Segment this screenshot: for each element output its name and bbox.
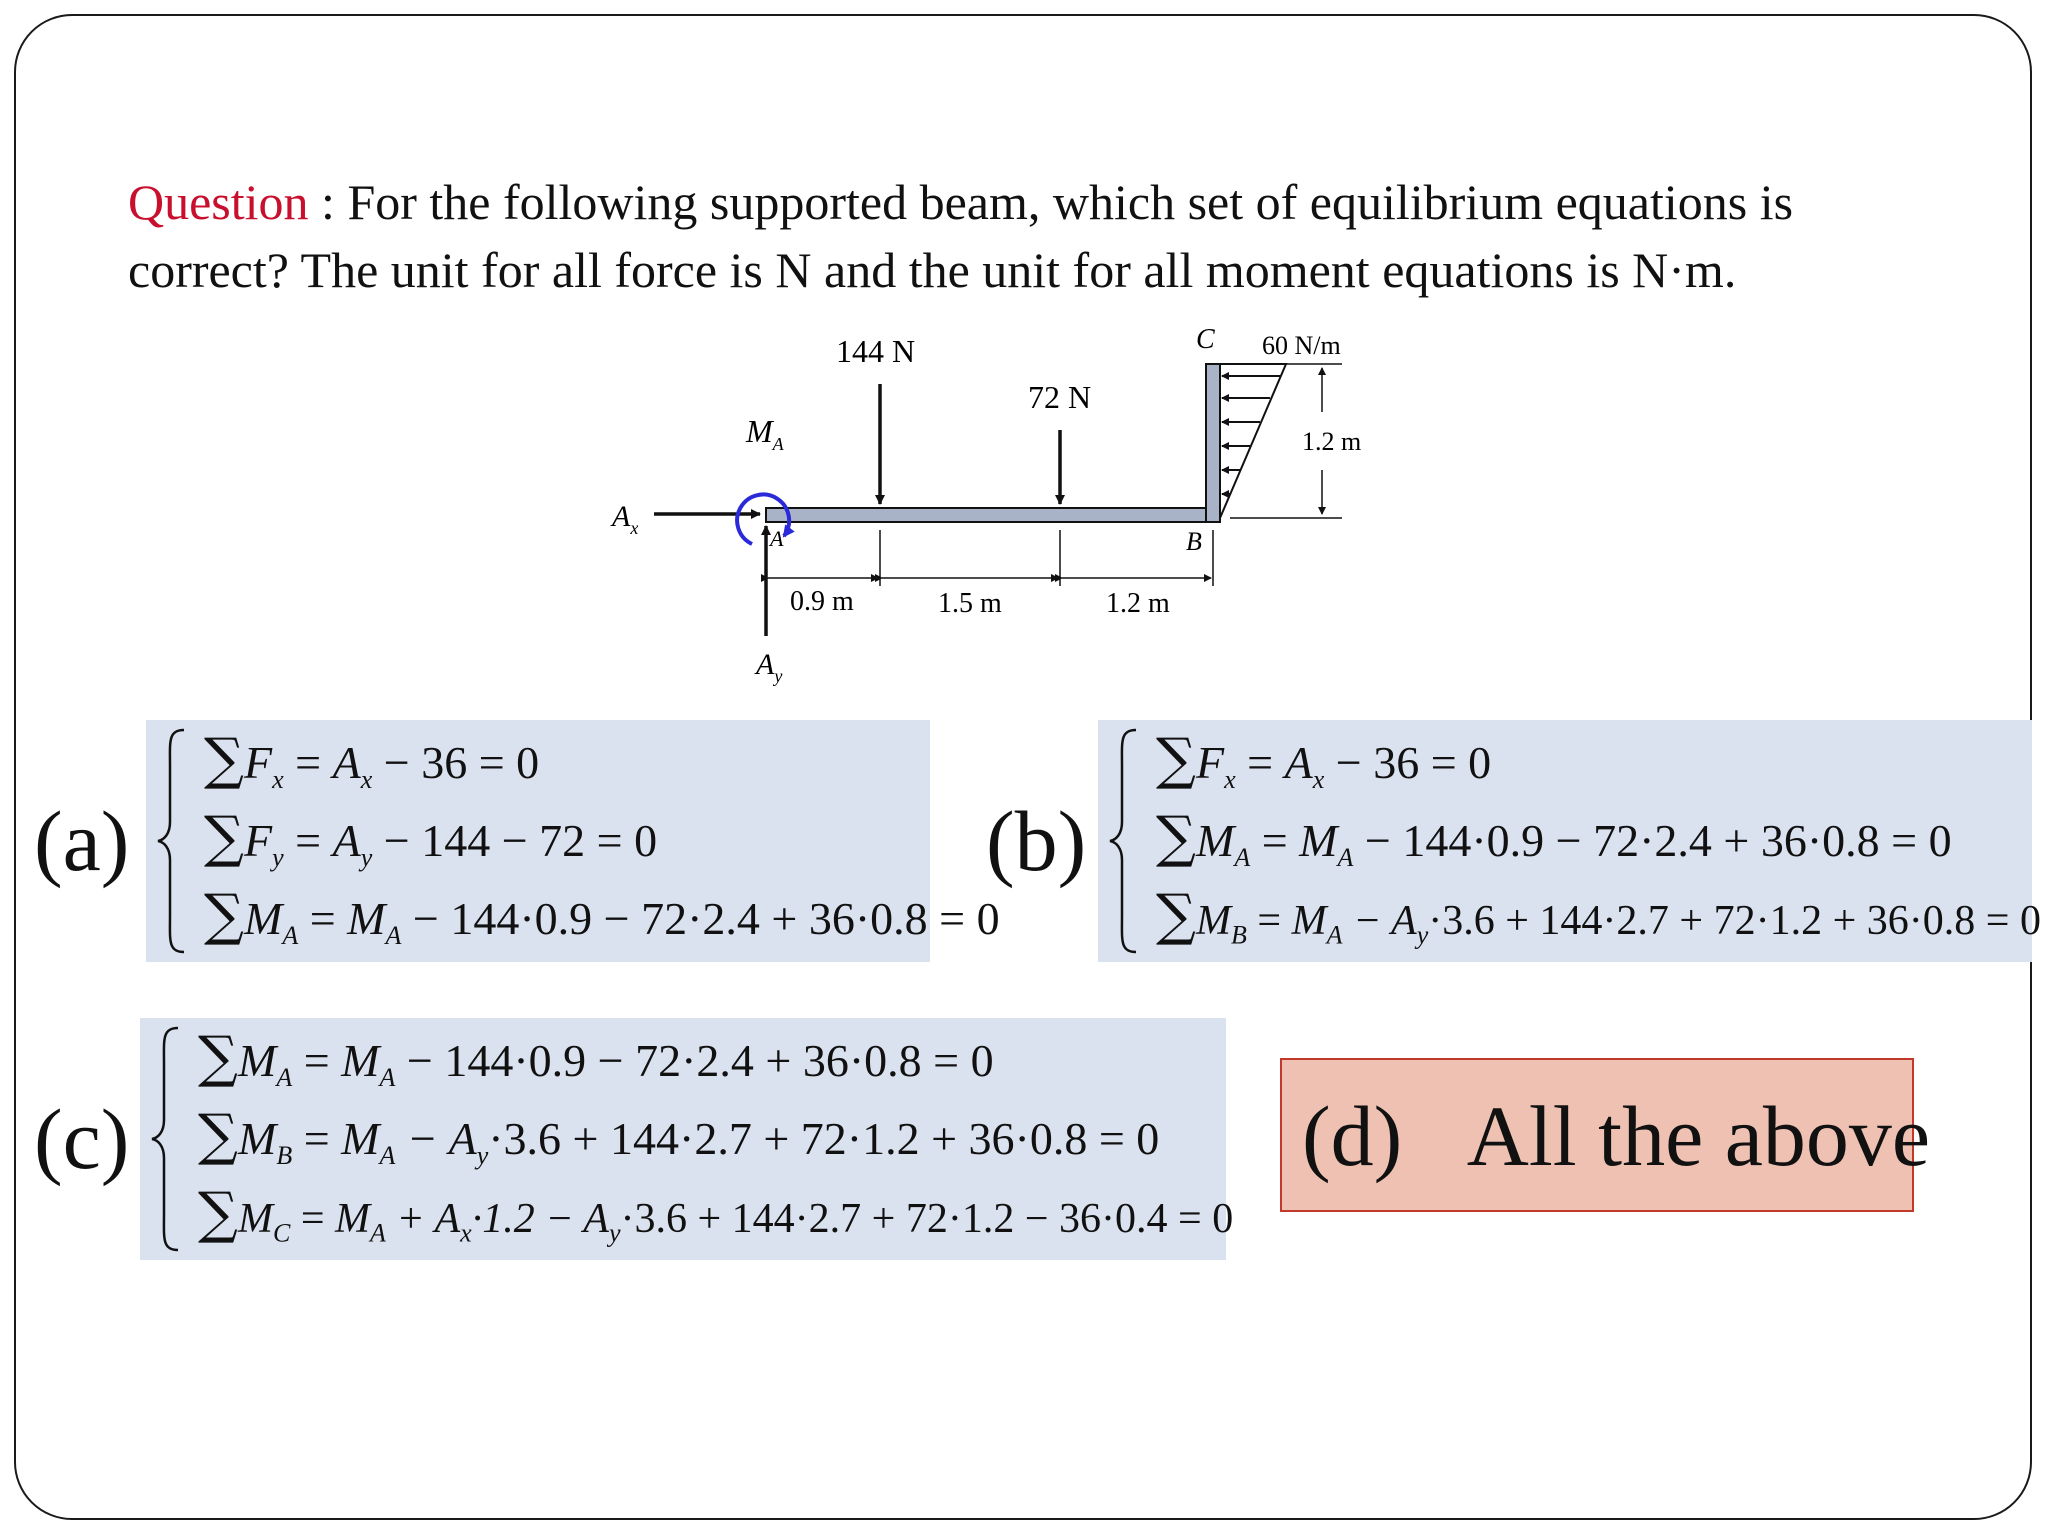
brace-icon bbox=[148, 1024, 184, 1254]
option-c-eq1: $\sum M_A = M_A - 144\cdot 0.9 - 72\cdot 2.4 + 36\cdot 0.8 = 0$ bbox=[198, 1025, 994, 1093]
load-144-label: 144 N bbox=[836, 333, 916, 369]
option-c-box[interactable] bbox=[140, 1018, 1234, 1260]
option-d-text bbox=[1302, 1088, 1930, 1184]
point-b-label: B bbox=[1186, 527, 1202, 556]
option-b-eq2: $\sum M_A = M_A - 144\cdot 0.9 - 72\cdot 2.4 + 36\cdot 0.8 = 0$ bbox=[1156, 805, 1952, 873]
option-c-eq2: $\sum M_B = M_A - A_y\cdot 3.6 + 144\cdot 2.7 + 72\cdot 1.2 + 36\cdot 0.8 = 0$ bbox=[198, 1103, 1160, 1171]
option-c-label[interactable]: (c) bbox=[34, 1091, 130, 1187]
option-a-eq1: $\sum F_x = A_x - 36 = 0$ bbox=[204, 727, 540, 795]
brace-icon bbox=[1106, 726, 1142, 956]
dist-load-label: 60 N/m bbox=[1262, 331, 1341, 360]
ma-main: M bbox=[746, 413, 773, 449]
question-label: Question bbox=[128, 174, 309, 230]
ma-sub: A bbox=[772, 434, 784, 454]
option-a-eq3: $\sum M_A = M_A - 144\cdot 0.9 - 72\cdot 2.4 + 36\cdot 0.8 = 0$ bbox=[204, 883, 1000, 951]
ax-sub: x bbox=[630, 518, 639, 538]
option-b-label[interactable]: (b) bbox=[986, 793, 1087, 889]
svg-text:Ay bbox=[754, 648, 782, 686]
point-c-label: C bbox=[1196, 324, 1215, 355]
svg-text:MA bbox=[745, 413, 785, 454]
dim-2-label: 1.5 m bbox=[938, 588, 1002, 619]
beam-vertical bbox=[1206, 364, 1220, 522]
option-b-eq3: $\sum M_B = M_A - A_y\cdot 3.6 + 144\cdot 2.7 + 72\cdot 1.2 + 36\cdot 0.8 = 0$ bbox=[1156, 883, 2041, 950]
ay-main: A bbox=[756, 648, 775, 681]
option-a-label[interactable]: (a) bbox=[34, 793, 130, 889]
beam-diagram bbox=[580, 318, 1400, 698]
option-d-label: (d) bbox=[1302, 1088, 1403, 1184]
option-a-eq2: $\sum F_y = A_y - 144 - 72 = 0$ bbox=[204, 805, 658, 873]
option-d-box[interactable] bbox=[1280, 1058, 1931, 1212]
dim-1-label: 0.9 m bbox=[790, 586, 854, 617]
question-body: : For the following supported beam, which set of equilibrium equations is correct? The unit for all force is N and the unit for all moment equations is N·m. bbox=[128, 174, 1794, 298]
height-label: 1.2 m bbox=[1302, 427, 1362, 456]
option-a-box[interactable] bbox=[146, 720, 1000, 962]
option-b-box[interactable] bbox=[1098, 720, 2041, 962]
load-72-label: 72 N bbox=[1028, 379, 1092, 415]
question-text bbox=[128, 168, 1948, 304]
option-d-answer: All the above bbox=[1466, 1088, 1931, 1184]
option-b-eq1: $\sum F_x = A_x - 36 = 0$ bbox=[1156, 727, 1492, 795]
svg-text:Ax bbox=[610, 500, 638, 538]
ax-main: A bbox=[612, 500, 631, 533]
ay-sub: y bbox=[774, 666, 783, 686]
point-a-label: A bbox=[770, 526, 784, 551]
option-c-eq3: $\sum M_C = M_A + A_x\cdot 1.2 - A_y\cdot 3.6 + 144\cdot 2.7 + 72\cdot 1.2 - 36\cdot 0.4 = 0$ bbox=[198, 1181, 1234, 1248]
beam-horizontal bbox=[766, 508, 1206, 522]
brace-icon bbox=[154, 726, 190, 956]
dim-3-label: 1.2 m bbox=[1106, 588, 1170, 619]
